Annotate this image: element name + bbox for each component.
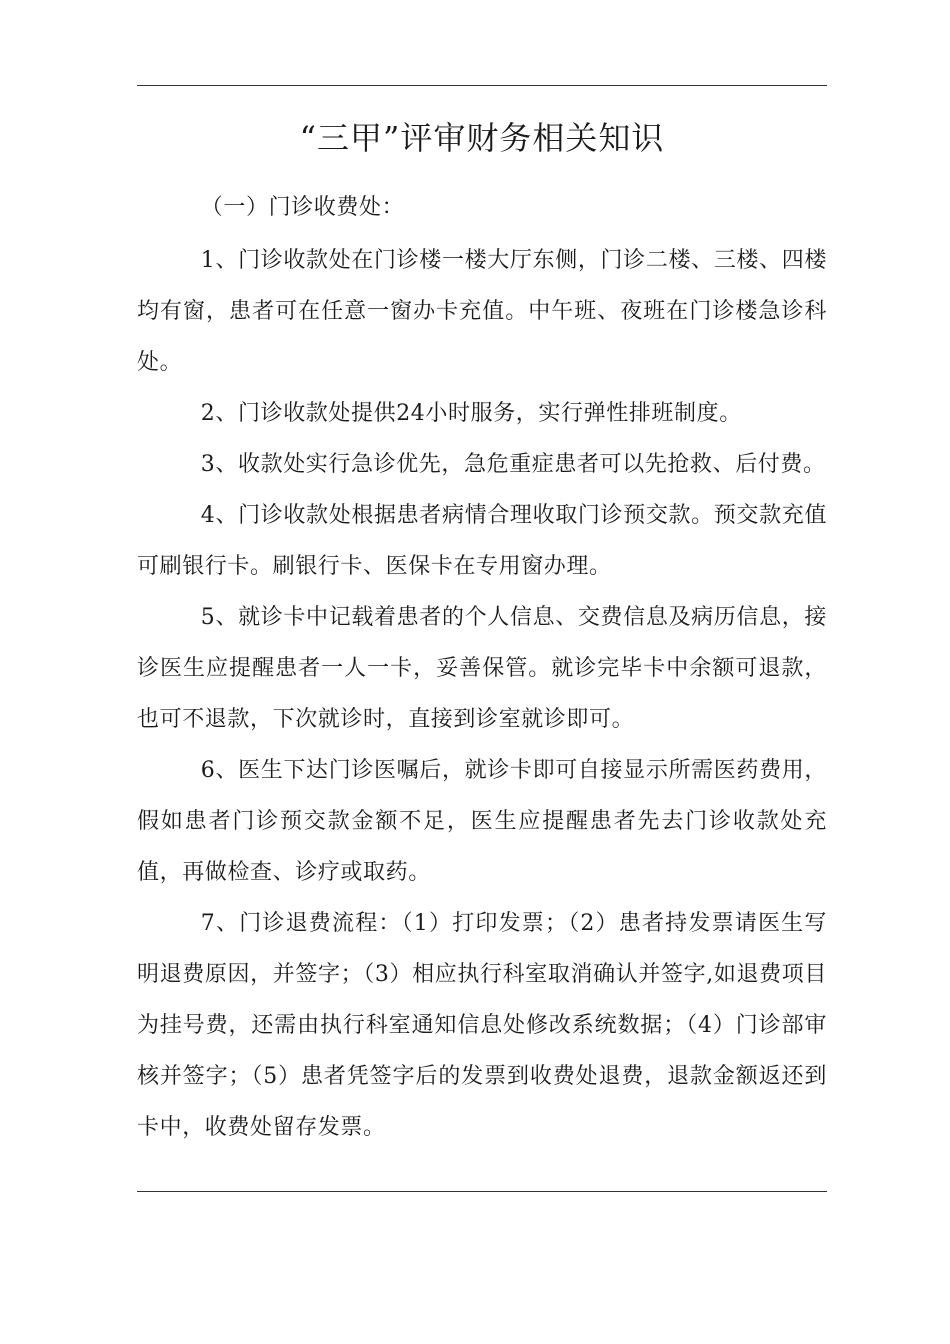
- paragraph-6: 6、医生下达门诊医嘱后，就诊卡即可自接显示所需医药费用，假如患者门诊预交款金额不足，医生应提醒患者先去门诊收款处充值，再做检查、诊疗或取药。: [137, 758, 827, 885]
- paragraph-4: 4、门诊收款处根据患者病情合理收取门诊预交款。预交款充值可刷银行卡。刷银行卡、医保卡在专用窗办理。: [137, 503, 827, 579]
- page-title: “三甲”评审财务相关知识: [299, 119, 665, 157]
- section-heading: （一）门诊收费处：: [200, 195, 405, 220]
- document-body: [137, 182, 827, 1153]
- paragraph-2: 2、门诊收款处提供24小时服务，实行弹性排班制度。: [200, 401, 742, 426]
- header-rule: [137, 85, 827, 86]
- footer-rule: [137, 1191, 827, 1192]
- paragraph-7: 7、门诊退费流程：（1）打印发票；（2）患者持发票请医生写明退费原因，并签字；（3）相应执行科室取消确认并签字,如退费项目为挂号费，还需由执行科室通知信息处修改系统数据；（4）门诊部审核并签字；（5）患者凭签字后的发票到收费处退费，退款金额返还到卡中，收费处留存发票。: [137, 911, 827, 1140]
- paragraph-3: 3、收款处实行急诊优先，急危重症患者可以先抢救、后付费。: [200, 452, 826, 477]
- paragraph-1: 1、门诊收款处在门诊楼一楼大厅东侧，门诊二楼、三楼、四楼均有窗，患者可在任意一窗办卡充值。中午班、夜班在门诊楼急诊科处。: [137, 248, 827, 375]
- paragraph-5: 5、就诊卡中记载着患者的个人信息、交费信息及病历信息，接诊医生应提醒患者一人一卡，妥善保管。就诊完毕卡中余额可退款，也可不退款，下次就诊时，直接到诊室就诊即可。: [137, 605, 827, 732]
